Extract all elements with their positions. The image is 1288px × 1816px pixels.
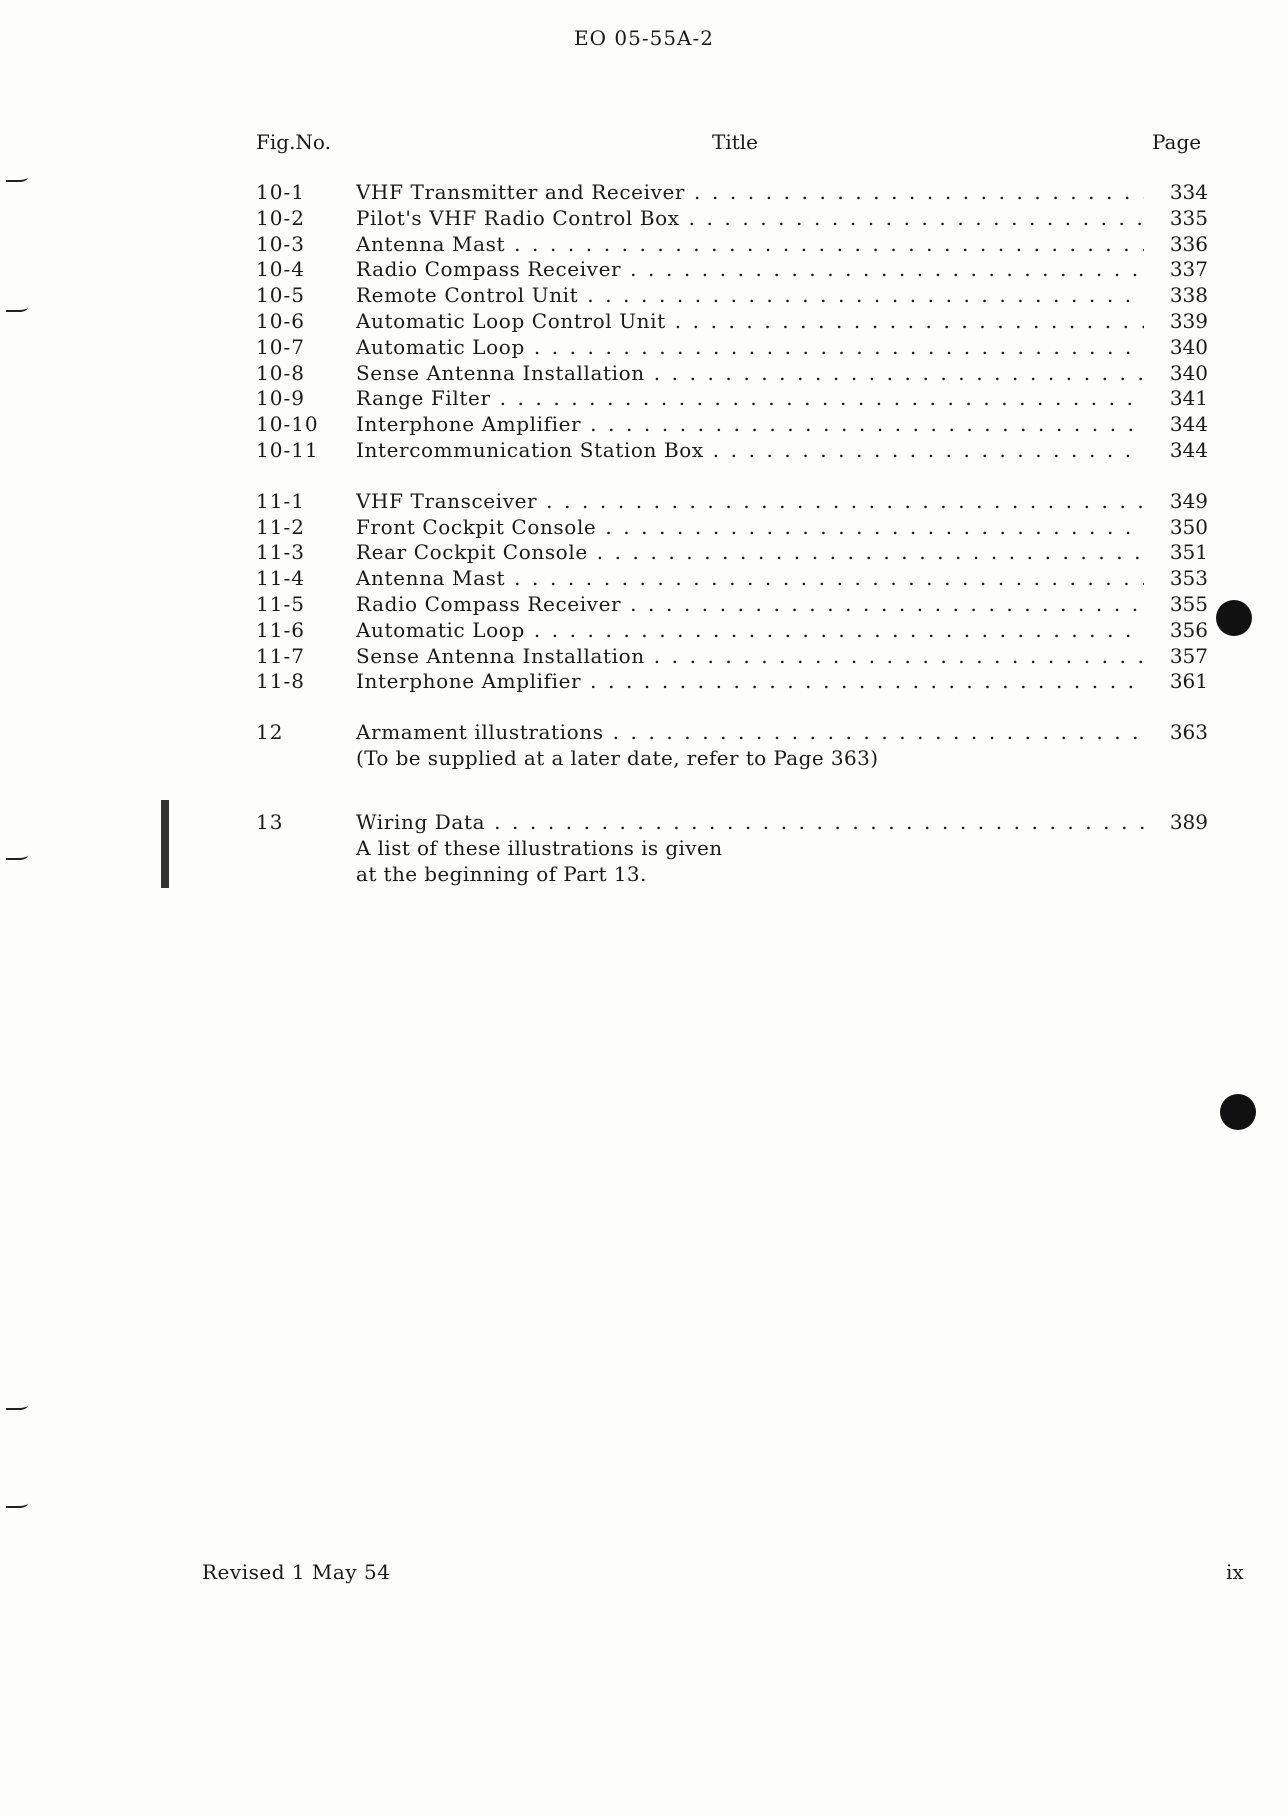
figure-page: 353 bbox=[1144, 566, 1208, 590]
figure-page: 344 bbox=[1144, 438, 1208, 462]
figure-row bbox=[256, 335, 1208, 361]
page-number: ix bbox=[1226, 1560, 1244, 1584]
figure-number: 10-9 bbox=[256, 386, 305, 411]
figure-page: 356 bbox=[1144, 618, 1208, 642]
figure-row bbox=[256, 206, 1208, 232]
figure-page: 336 bbox=[1144, 232, 1208, 256]
figure-title: Remote Control Unit . . . bbox=[356, 283, 1144, 307]
figure-group bbox=[256, 810, 1208, 888]
figure-page: 350 bbox=[1144, 515, 1208, 539]
binding-edge-mark bbox=[6, 1496, 28, 1508]
figure-page: 351 bbox=[1144, 540, 1208, 564]
figure-page: 337 bbox=[1144, 257, 1208, 281]
figure-number: 10-11 bbox=[256, 437, 319, 462]
figure-number: 11-3 bbox=[256, 540, 305, 565]
figure-title: Intercommunication Station Box . . . bbox=[356, 438, 1144, 462]
figure-number: 10-2 bbox=[256, 205, 305, 230]
figure-number: 10-7 bbox=[256, 334, 305, 359]
figure-row bbox=[256, 592, 1208, 618]
document-number: EO 05-55A-2 bbox=[574, 26, 714, 50]
figure-number: 11-2 bbox=[256, 514, 305, 539]
revision-date: Revised 1 May 54 bbox=[202, 1560, 391, 1584]
figure-number: 11-5 bbox=[256, 591, 305, 616]
figure-row bbox=[256, 361, 1208, 387]
figure-row bbox=[256, 232, 1208, 258]
figure-title: Automatic Loop . . . bbox=[356, 335, 1144, 359]
figure-title: Automatic Loop Control Unit . . . bbox=[356, 309, 1144, 333]
figure-row bbox=[256, 566, 1208, 592]
figure-title: Range Filter . . . bbox=[356, 386, 1144, 410]
figure-title: VHF Transceiver . . . bbox=[356, 489, 1144, 513]
figure-page: 334 bbox=[1144, 180, 1208, 204]
figure-title: Pilot's VHF Radio Control Box . . . bbox=[356, 206, 1144, 230]
figure-page: 338 bbox=[1144, 283, 1208, 307]
figure-row bbox=[256, 386, 1208, 412]
figure-page: 339 bbox=[1144, 309, 1208, 333]
figure-title: Front Cockpit Console . . . bbox=[356, 515, 1144, 539]
figure-row bbox=[256, 618, 1208, 644]
figure-number: 10-5 bbox=[256, 283, 305, 308]
figure-page: 341 bbox=[1144, 386, 1208, 410]
figure-row bbox=[256, 412, 1208, 438]
figure-number: 13 bbox=[256, 809, 284, 834]
figure-row bbox=[256, 309, 1208, 335]
figure-page: 340 bbox=[1144, 335, 1208, 359]
figure-title: Sense Antenna Installation . . . bbox=[356, 644, 1144, 668]
figure-title: Radio Compass Receiver . . . bbox=[356, 257, 1144, 281]
figure-group bbox=[256, 180, 1208, 464]
binding-edge-mark bbox=[6, 300, 28, 312]
figure-row bbox=[256, 283, 1208, 309]
punch-hole-mark bbox=[1216, 600, 1252, 636]
figure-page: 389 bbox=[1144, 810, 1208, 834]
figure-page: 335 bbox=[1144, 206, 1208, 230]
figure-page: 349 bbox=[1144, 489, 1208, 513]
figure-page: 355 bbox=[1144, 592, 1208, 616]
column-header-page: Page bbox=[1152, 130, 1202, 154]
figure-group bbox=[256, 489, 1208, 695]
figure-number: 10-8 bbox=[256, 360, 305, 385]
figure-title: Armament illustrations . . . bbox=[356, 720, 1144, 744]
figure-list bbox=[256, 180, 1208, 926]
figure-number: 10-1 bbox=[256, 180, 305, 204]
figure-title: Antenna Mast . . . bbox=[356, 232, 1144, 256]
figure-number: 11-7 bbox=[256, 643, 305, 668]
figure-title: Interphone Amplifier . . . bbox=[356, 669, 1144, 693]
figure-page: 361 bbox=[1144, 669, 1208, 693]
binding-edge-mark bbox=[6, 848, 28, 860]
figure-number: 12 bbox=[256, 720, 284, 745]
figure-group bbox=[256, 720, 1208, 772]
figure-page: 344 bbox=[1144, 412, 1208, 436]
figure-title: Sense Antenna Installation . . . bbox=[356, 361, 1144, 385]
revision-bar bbox=[161, 800, 169, 888]
figure-number: 10-10 bbox=[256, 412, 319, 437]
figure-title: Antenna Mast . . . bbox=[356, 566, 1144, 590]
punch-hole-mark bbox=[1220, 1094, 1256, 1130]
figure-page: 357 bbox=[1144, 644, 1208, 668]
figure-row bbox=[256, 720, 1208, 746]
binding-edge-mark bbox=[6, 1398, 28, 1410]
figure-number: 10-4 bbox=[256, 257, 305, 282]
figure-number: 11-4 bbox=[256, 566, 305, 591]
figure-number: 10-3 bbox=[256, 231, 305, 256]
figure-row bbox=[256, 810, 1208, 836]
figure-row bbox=[256, 180, 1208, 206]
binding-edge-mark bbox=[6, 170, 28, 182]
figure-number: 11-6 bbox=[256, 617, 305, 642]
figure-title: VHF Transmitter and Receiver . . . bbox=[356, 180, 1144, 204]
figure-title: Radio Compass Receiver . . . bbox=[356, 592, 1144, 616]
figure-page: 340 bbox=[1144, 361, 1208, 385]
figure-row bbox=[256, 438, 1208, 464]
figure-number: 11-8 bbox=[256, 669, 305, 694]
figure-row bbox=[256, 540, 1208, 566]
figure-note: (To be supplied at a later date, refer to Page 363) bbox=[356, 745, 879, 770]
figure-note: A list of these illustrations is given bbox=[356, 835, 723, 860]
figure-row bbox=[256, 644, 1208, 670]
figure-row bbox=[256, 489, 1208, 515]
figure-row bbox=[256, 515, 1208, 541]
figure-title: Interphone Amplifier . . . bbox=[356, 412, 1144, 436]
figure-page: 363 bbox=[1144, 720, 1208, 744]
figure-number: 10-6 bbox=[256, 308, 305, 333]
figure-title: Rear Cockpit Console . . . bbox=[356, 540, 1144, 564]
figure-title: Wiring Data . . . bbox=[356, 810, 1144, 834]
figure-number: 11-1 bbox=[256, 488, 305, 513]
figure-row bbox=[256, 669, 1208, 695]
column-header-fig-no: Fig.No. bbox=[256, 130, 331, 154]
figure-row bbox=[256, 257, 1208, 283]
figure-note: at the beginning of Part 13. bbox=[356, 861, 647, 886]
figure-title: Automatic Loop . . . bbox=[356, 618, 1144, 642]
column-header-title: Title bbox=[712, 130, 759, 154]
